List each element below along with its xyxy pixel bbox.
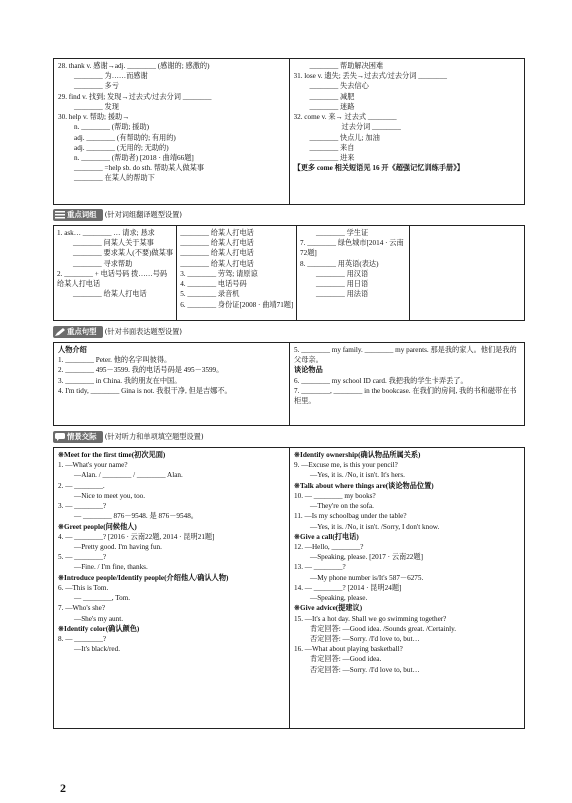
text-line: —They're on the sofa. [310, 502, 374, 511]
pen-icon [55, 328, 65, 336]
text-line: 6. ________ 身份证[2008 · 曲靖71题] [180, 300, 294, 309]
text-line: 5. ________ 录音机 [180, 290, 240, 299]
section-header-phrases [53, 207, 525, 223]
text-line: n. ________ (帮助者) [2018 · 曲靖66题] [74, 153, 194, 162]
text-line: ________ 用日语 [316, 280, 369, 289]
text-line: 2. — ________. [58, 481, 105, 490]
text-line: 过去分词 ________ [341, 123, 401, 132]
text-line: 3. ________ 劳驾; 请原谅 [180, 269, 258, 278]
text-line: 5. — ________? [58, 553, 107, 562]
text-line: 15. —It's a hot day. Shall we go swimming together? [294, 614, 447, 623]
subsection-title: ※Talk about where things are(谈论物品位置) [294, 481, 434, 490]
section-header-sentences [53, 324, 525, 340]
sentences-right [289, 343, 524, 425]
text-line: ________ 学生证 [316, 229, 369, 237]
word-forms-right [289, 59, 525, 204]
text-line: 28. thank v. 感谢→adj. ________ (感谢的; 感激的) [58, 62, 210, 70]
phrases-col-2 [176, 226, 296, 320]
text-line: 否定回答: —Sorry. /I'd love to, but… [310, 634, 420, 643]
word-forms-left [54, 59, 289, 204]
text-line: ________ 寻求帮助 [73, 259, 133, 268]
text-line: 9. —Excuse me, is this your pencil? [294, 461, 398, 470]
text-line: 4. ________ 电话号码 [180, 280, 247, 289]
text-line: 11. —Is my schoolbag under the table? [294, 512, 407, 521]
text-line: — ________, Tom. [74, 594, 131, 603]
text-line: ________ 快点儿; 加油 [309, 133, 380, 142]
text-line: ________ 给某人打电话 [180, 259, 254, 268]
section-badge [53, 431, 103, 444]
dialogue-grid [53, 447, 525, 729]
text-line: —Speaking, please. [2017 · 云南22题] [310, 553, 423, 562]
chat-icon [55, 433, 65, 441]
text-line: 肯定回答: —Good idea. /Sounds great. /Certainly. [310, 624, 457, 633]
phrases-grid [53, 225, 525, 321]
text-line: 31. lose v. 遗失; 丢失→过去式/过去分词 ________ [293, 72, 447, 81]
subsection-title: ※Give advice(提建议) [294, 604, 363, 613]
section-title: 情景交际 [67, 431, 97, 441]
text-line: ________ 在某人的帮助下 [74, 174, 155, 183]
text-line: ________ 来自 [309, 143, 355, 152]
subsection-title: ※Identify color(确认颜色) [58, 624, 140, 633]
subsection-title: ※Introduce people/Identify people(介绍他人/确认人物) [58, 573, 229, 582]
text-line: —Speaking, please. [310, 594, 368, 603]
text-line: ________ 给某人打电话 [180, 249, 254, 258]
sentences-left [54, 343, 289, 425]
text-line: 16. —What about playing basketball? [294, 645, 403, 654]
text-line: 否定回答: —Sorry. /I'd love to, but… [310, 665, 420, 674]
text-line: ________ 进来 [309, 153, 355, 162]
text-line: —Yes, it is. /No, it isn't. /Sorry, I don't know. [310, 522, 440, 531]
section-header-dialogue [53, 429, 525, 445]
text-line: 7. ________ 绿色城市[2014 · 云南72题] [300, 239, 404, 258]
text-line: ________ =help sb. do sth. 帮助某人做某事 [74, 164, 205, 173]
text-line: ________ 失去信心 [309, 82, 369, 91]
dialogue-left [54, 448, 289, 728]
text-line: 6. —This is Tom. [58, 583, 109, 592]
worksheet [53, 58, 525, 729]
text-line: —She's my aunt. [74, 614, 124, 623]
section-note: (针对词组翻译题型设置) [104, 209, 183, 219]
text-line: 3. — ________? [58, 502, 107, 511]
text-line: ________ 为……而感谢 [74, 72, 148, 81]
text-line: 14. — ________? [2014 · 昆明24题] [294, 583, 402, 592]
text-line: ________ 给某人打电话 [180, 229, 254, 237]
page-number: 2 [60, 781, 66, 795]
text-line: 29. find v. 找到; 发现→过去式/过去分词 ________ [58, 92, 212, 101]
dialogue-right [289, 448, 524, 728]
text-line: 32. come v. 来→ 过去式 ________ [293, 113, 397, 122]
subsection-title: ※Identify ownership(确认物品所属关系) [294, 451, 421, 459]
text-line: 7. —Who's she? [58, 604, 106, 613]
section-badge [53, 326, 103, 339]
text-line: 1. —What's your name? [58, 461, 128, 470]
sentences-grid [53, 342, 525, 426]
subsection-title: ※Meet for the first time(初次见面) [58, 451, 166, 459]
text-line: 8. — ________? [58, 634, 107, 643]
text-line: ________ 问某人关于某事 [73, 239, 154, 248]
text-line: 10. — ________ my books? [294, 491, 376, 500]
text-line: 6. ________ my school ID card. 我把我的学生卡弄丢了。 [294, 376, 468, 385]
text-line: 1. ask… ________ … 请求; 恳求 [57, 229, 155, 237]
text-line: 1. ________ Peter. 他的名字叫彼得。 [58, 356, 172, 365]
text-line: —My phone number is/It's 587－6275. [310, 573, 424, 582]
text-line: —Pretty good. I'm having fun. [74, 542, 162, 551]
text-line: —It's black/red. [74, 645, 121, 654]
text-line: ________ 迷路 [309, 102, 355, 111]
text-line: adj. ________ (无用的; 无助的) [74, 143, 169, 152]
subsection-title: 人物介绍 [58, 346, 87, 354]
text-line: ________ 减肥 [309, 92, 355, 101]
section-badge [53, 209, 103, 222]
section-title: 重点词组 [67, 209, 97, 219]
phrases-col-1 [54, 226, 176, 320]
text-line: —Fine. / I'm fine, thanks. [74, 563, 148, 572]
text-line: 肯定回答: —Good idea. [310, 655, 382, 664]
phrases-col-4 [409, 226, 524, 320]
text-line: 30. help v. 帮助; 援助→ [58, 113, 130, 122]
text-line: ________ 给某人打电话 [73, 290, 147, 299]
text-line: ________ 要求某人(不要)做某事 [73, 249, 174, 258]
text-line: ________ 用汉语 [316, 269, 369, 278]
text-line: ________ 给某人打电话 [180, 239, 254, 248]
text-line: ________ 帮助解决困难 [309, 62, 384, 70]
text-line: n. ________ (帮助; 援助) [74, 123, 150, 132]
phrases-col-3 [296, 226, 409, 320]
subsection-title: 谈论物品 [294, 366, 323, 375]
text-line: 4. I'm tidy, ________ Gina is not. 我很干净, 但是吉娜不。 [58, 386, 232, 395]
section-title: 重点句型 [67, 326, 97, 336]
text-line: 2. ________ + 电话号码 拨……号码给某人打电话 [57, 269, 168, 289]
subsection-title: ※Give a call(打电话) [294, 532, 359, 541]
section-note: (针对听力和单项填空题型设置) [104, 431, 204, 441]
text-line: —Yes, it is. /No, it isn't. It's hers. [310, 471, 405, 480]
text-line: 4. — ________? [2016 · 云南22题, 2014 · 昆明21题] [58, 532, 215, 541]
text-line: 7. ________, ________ in the bookcase. 在我们的房间, 我的书和磁带在书柜里。 [294, 386, 517, 406]
text-line: ________ 用法语 [316, 290, 369, 299]
text-line: 5. ________ my family. ________ my parents. 那是我的家人。他们是我的父母亲。 [294, 346, 517, 365]
text-line: —Nice to meet you, too. [74, 491, 146, 500]
reference-note: 【更多 come 相关短语见 16 开《超强记忆训练手册》】 [293, 164, 464, 173]
text-line: ________ 发现 [74, 102, 119, 111]
list-icon [55, 211, 65, 219]
text-line: —Alan. / ________ / ________ Alan. [74, 471, 183, 480]
text-line: 2. ________ 495－3599. 我的电话号码是 495－3599。 [58, 366, 224, 375]
word-forms-box [53, 58, 525, 205]
text-line: 3. ________ in China. 我的朋友在中国。 [58, 376, 182, 385]
text-line: 12. —Hello, ________? [294, 542, 364, 551]
text-line: — ________ 876－9548. 是 876－9548。 [74, 512, 198, 521]
section-note: (针对书面表达题型设置) [104, 326, 183, 336]
text-line: 8. ________ 用英语(表达) [300, 259, 379, 268]
text-line: ________ 多亏 [74, 82, 119, 91]
text-line: 13. — ________? [294, 563, 346, 572]
text-line: adj. ________ (有帮助的; 有用的) [74, 133, 176, 142]
subsection-title: ※Greet people(问候他人) [58, 522, 137, 531]
